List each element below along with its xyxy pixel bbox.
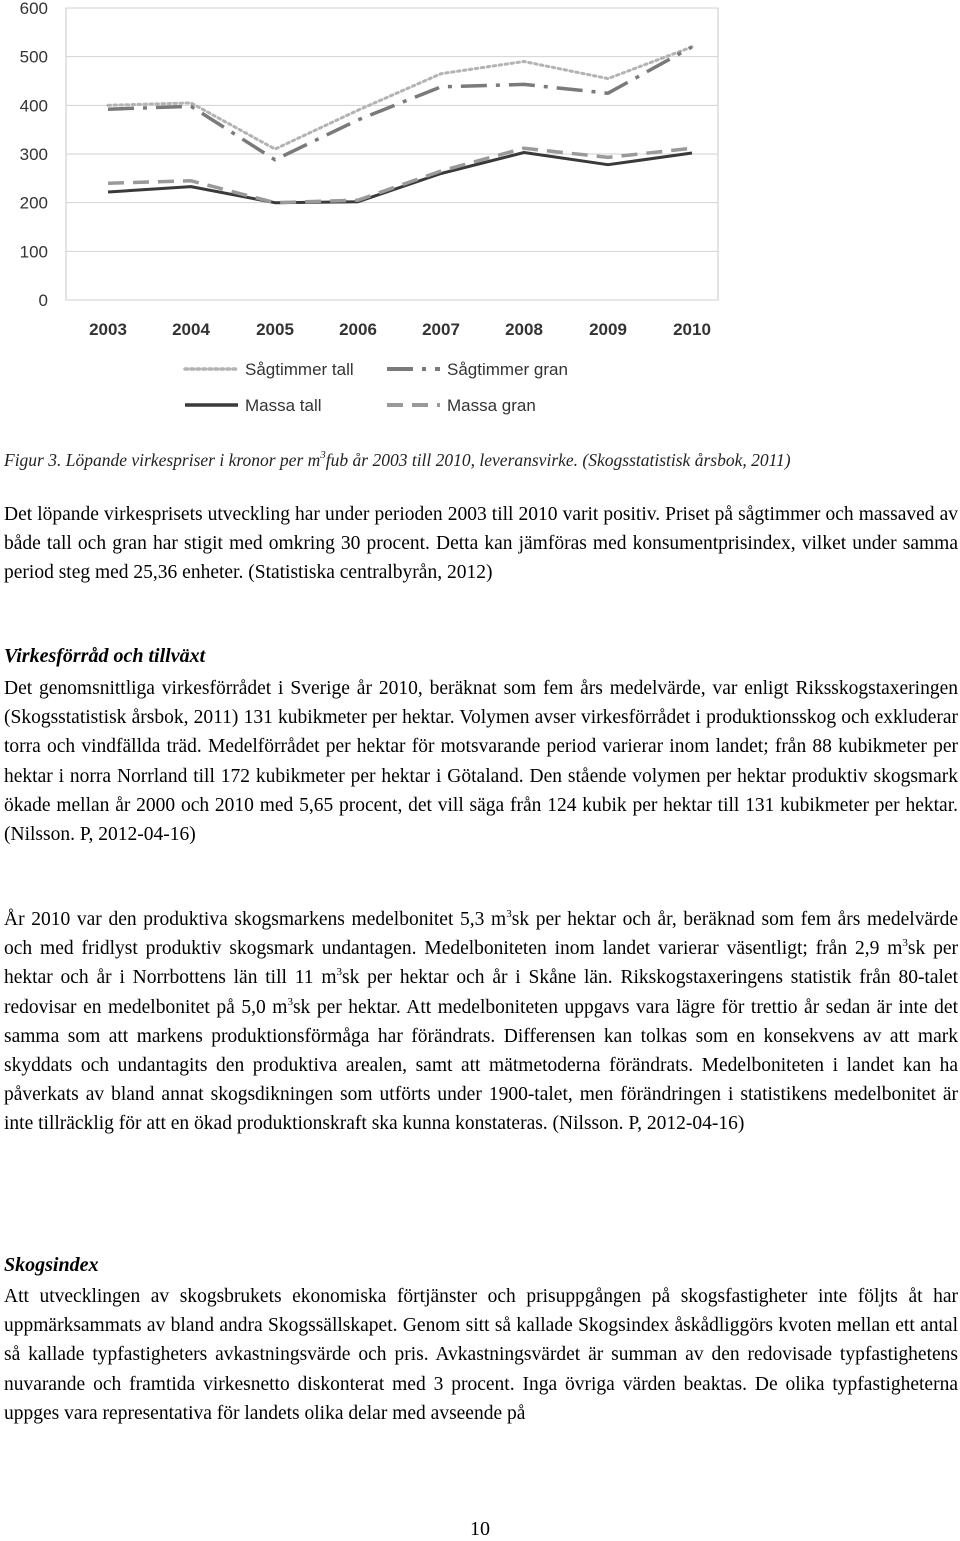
series-line-1: [108, 47, 692, 160]
series-line-3: [108, 148, 692, 203]
legend-label-2: Massa tall: [245, 396, 322, 415]
y-tick-label: 400: [19, 96, 48, 116]
chart-gridlines: [66, 8, 718, 300]
figure-caption: [4, 450, 960, 471]
x-tick-label: 2009: [589, 320, 627, 339]
caption-text: Figur 3. Löpande virkespriser i kronor per m: [4, 450, 321, 470]
page-number: 10: [470, 1518, 490, 1540]
legend-label-3: Massa gran: [447, 396, 536, 415]
y-axis-tick-labels: [20, 0, 48, 310]
x-tick-label: 2003: [89, 320, 127, 339]
heading-skogsindex: Skogsindex: [4, 1254, 99, 1276]
paragraph-virkesforrad: Det genomsnittliga virkesförrådet i Sverige år 2010, beräknat som fem års medelvärde, var enligt Riksskogstaxeringen (Skogsstatistisk årsbok, 2011) 131 kubikmeter per hektar. Volymen avser virkesförrådet i produktionsskog och exkluderar torra och vindfällda träd. Medelförrådet per hektar för motsvarande period varierar inom landet; från 88 kubikmeter per hektar i norra Norrland till 172 kubikmeter per hektar i Götaland. Den stående volymen per hektar produktiv skogsmark ökade mellan år 2000 och 2010 med 5,65 procent, det vill säga från 124 kubik per hektar till 131 kubikmeter per hektar. (Nilsson. P, 2012-04-16): [4, 678, 958, 846]
chart-legend: [185, 360, 568, 415]
y-tick-label: 100: [19, 242, 48, 262]
legend-label-1: Sågtimmer gran: [447, 360, 568, 379]
y-tick-label: 500: [19, 47, 48, 67]
caption-text-rest: fub år 2003 till 2010, leveransvirke. (Skogsstatistisk årsbok, 2011): [325, 450, 791, 470]
paragraph-price-development: Det löpande virkesprisets utveckling har under perioden 2003 till 2010 varit positiv. Priset på sågtimmer och massaved av både tall och gran har stigit med omkring 30 procent. Detta kan jämföras med konsumentprisindex, vilket under samma period steg med 25,36 enheter. (Statistiska centralbyrån, 2012): [4, 504, 958, 584]
x-tick-label: 2005: [256, 320, 294, 339]
x-axis-tick-labels: [89, 320, 711, 339]
y-tick-label: 300: [19, 145, 48, 164]
paragraph-skogsindex: Att utvecklingen av skogsbrukets ekonomiska förtjänster och prisuppgången på skogsfastigheter inte följts åt har uppmärksammats av bland andra Skogssällskapet. Genom sitt så kallade Skogsindex åskådliggörs kvoten mellan ett antal så kallade typfastigheters avkastningsvärde och pris. Avkastningsvärdet är summan av den redovisade typfastighetens nuvarande och framtida virkesnetto diskonterat med 3 procent. Inga övriga värden beaktas. De olika typfastigheterna uppges vara representativa för landets olika delar med avseende på: [4, 1286, 958, 1424]
series-line-0: [108, 47, 692, 149]
price-line-chart: [0, 0, 960, 440]
x-tick-label: 2008: [505, 320, 543, 339]
y-tick-label: 600: [19, 0, 48, 18]
x-tick-label: 2007: [422, 320, 460, 339]
x-tick-label: 2004: [172, 320, 210, 339]
legend-label-0: Sågtimmer tall: [245, 360, 354, 379]
caption-superscript: 3: [320, 449, 326, 461]
paragraph-medelbonitet: År 2010 var den produktiva skogsmarkens medelbonitet 5,3 $m^3sk$ per hektar och år, beräknad som fem års medelvärde och med fridlyst produktiv skogsmark undantagen. Medelboniteten inom landet varierar väsentligt; från 2,9 $m^3sk$ per hektar och år i Norrbottens län till 11 $m^3sk$ per hektar och år i Skåne län. Rikskogstaxeringens statistik från 80-talet redovisar en medelbonitet på 5,0 $m^3sk$ per hektar. Att medelboniteten uppgavs vara lägre för trettio år sedan är inte det samma som att markens produktionsförmåga har förändrats. Differensen kan tolkas som en konsekvens av att mark skyddats och undantagits den produktiva arealen, samt att mätmetoderna förändrats. Medelboniteten i landet kan ha påverkats av bland annat skogsdikningen som utförts under 1900-talet, men förändringen i statistikens medelbonitet är inte tillräcklig för att en ökad produktionskraft ska kunna konstateras. (Nilsson. P, 2012-04-16): [4, 908, 958, 1135]
chart-series-lines: [108, 47, 692, 203]
heading-virkesforrad: Virkesförråd och tillväxt: [4, 645, 206, 667]
x-tick-label: 2006: [339, 320, 377, 339]
series-line-2: [108, 153, 692, 203]
y-tick-label: 0: [38, 291, 48, 310]
y-tick-label: 200: [19, 193, 48, 213]
x-tick-label: 2010: [673, 320, 711, 339]
